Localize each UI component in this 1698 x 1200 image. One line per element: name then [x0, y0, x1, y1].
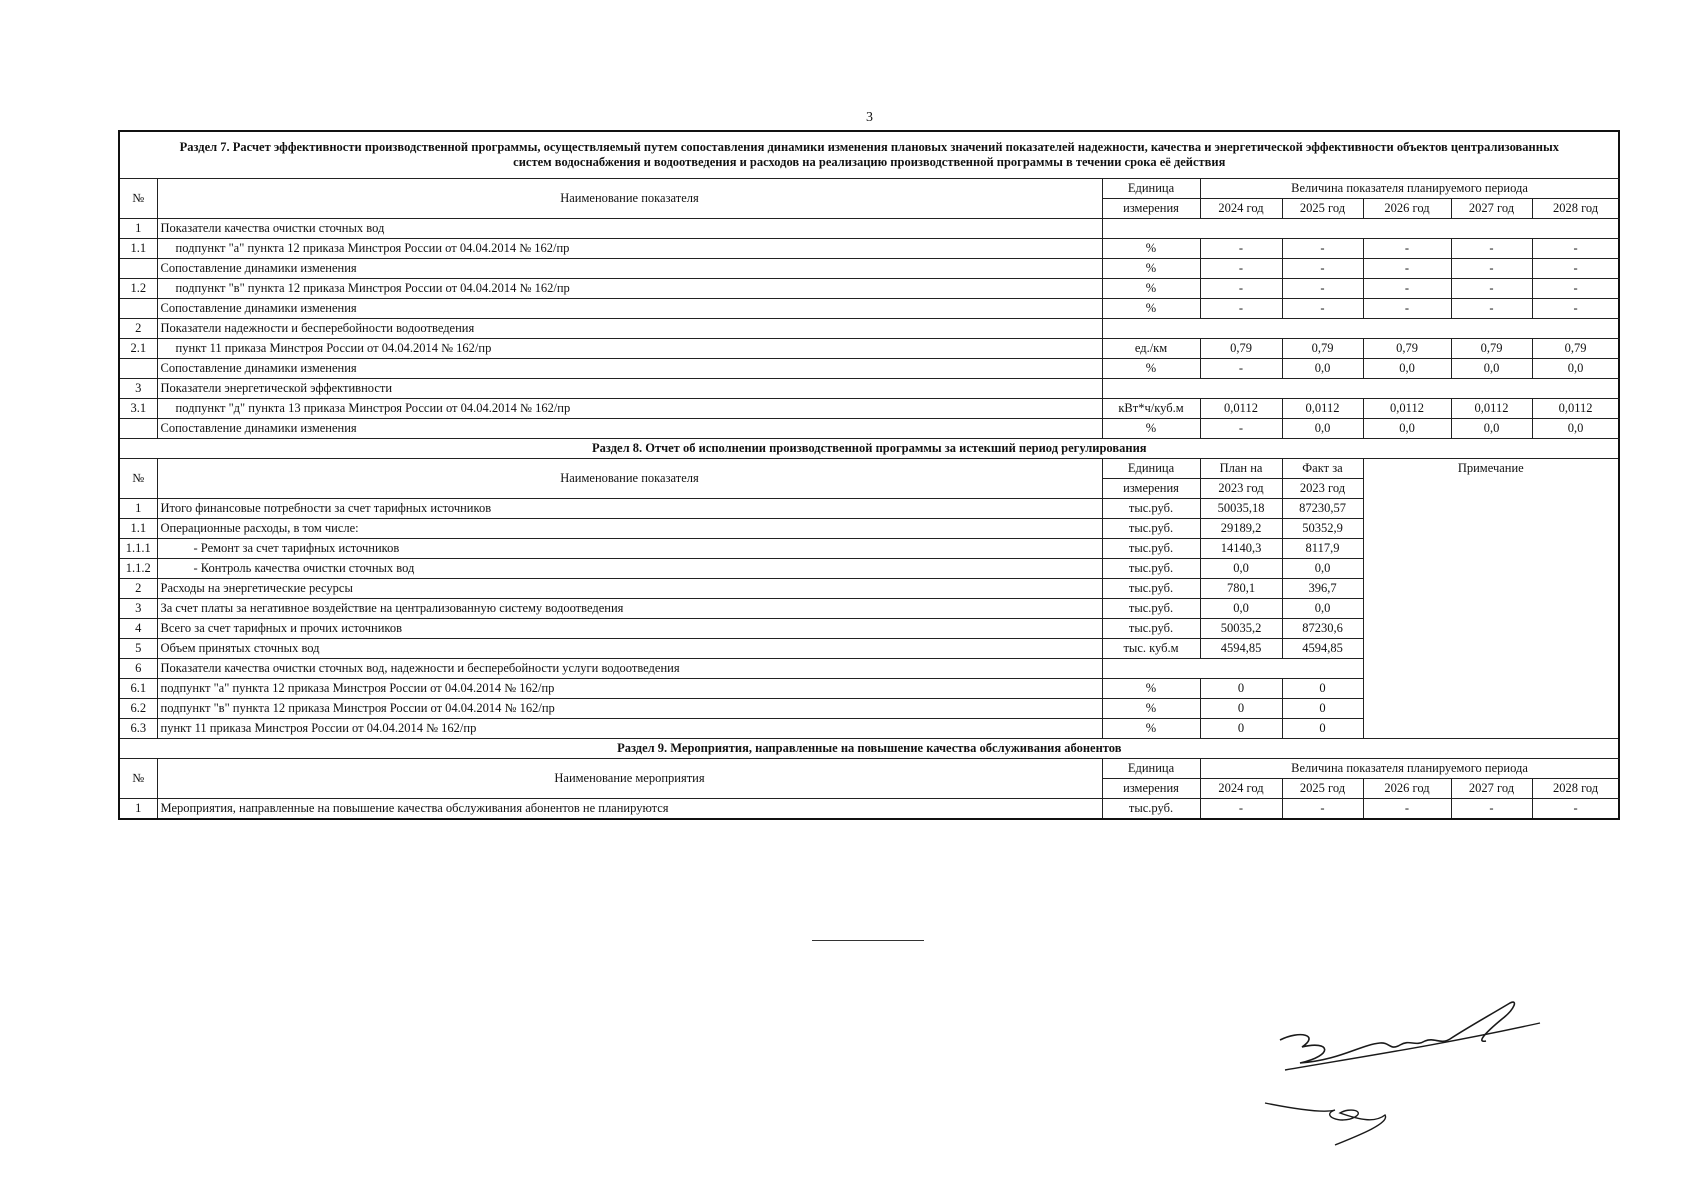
row-value: - [1451, 279, 1532, 299]
col-num-header: № [119, 459, 157, 499]
row-number: 1.1 [119, 239, 157, 259]
document-body [118, 130, 1618, 820]
table-row [119, 239, 1619, 259]
row-name: пункт 11 приказа Минстроя России от 04.04.2014 № 162/пр [157, 339, 1102, 359]
col-unit-header-bottom: измерения [1102, 779, 1200, 799]
row-value: 0,0 [1282, 419, 1363, 439]
col-fact-header-top: Факт за [1282, 459, 1363, 479]
report-table [118, 130, 1620, 820]
page-number: 3 [866, 110, 873, 125]
row-name: Итого финансовые потребности за счет тарифных источников [157, 499, 1102, 519]
row-number: 2.1 [119, 339, 157, 359]
col-unit-header-top: Единица [1102, 759, 1200, 779]
row-unit: % [1102, 699, 1200, 719]
row-value: - [1451, 259, 1532, 279]
row-value: 0,0112 [1200, 399, 1282, 419]
row-plan-value: 4594,85 [1200, 639, 1282, 659]
row-value: - [1451, 239, 1532, 259]
row-number [119, 419, 157, 439]
row-value: 0,0112 [1451, 399, 1532, 419]
row-unit: % [1102, 279, 1200, 299]
row-number: 6 [119, 659, 157, 679]
row-name: Операционные расходы, в том числе: [157, 519, 1102, 539]
table-row [119, 799, 1619, 820]
row-number: 6.2 [119, 699, 157, 719]
row-value: - [1200, 259, 1282, 279]
row-name: подпункт "а" пункта 12 приказа Минстроя России от 04.04.2014 № 162/пр [157, 679, 1102, 699]
row-value: - [1451, 799, 1532, 820]
row-value: 0,0 [1532, 419, 1619, 439]
row-name: Показатели надежности и бесперебойности водоотведения [157, 319, 1102, 339]
section9-header-row-1 [119, 759, 1619, 779]
table-row [119, 359, 1619, 379]
table-row [119, 219, 1619, 239]
row-number: 1.1.1 [119, 539, 157, 559]
section7-title-row [119, 131, 1619, 179]
row-empty [1102, 379, 1619, 399]
col-fact-header-bottom: 2023 год [1282, 479, 1363, 499]
row-plan-value: 0 [1200, 699, 1282, 719]
col-year-header: 2027 год [1451, 779, 1532, 799]
row-unit: тыс.руб. [1102, 599, 1200, 619]
row-empty [1102, 659, 1363, 679]
section9-title-row [119, 739, 1619, 759]
table-row [119, 259, 1619, 279]
row-name: подпункт "а" пункта 12 приказа Минстроя России от 04.04.2014 № 162/пр [157, 239, 1102, 259]
row-value: - [1282, 299, 1363, 319]
row-fact-value: 8117,9 [1282, 539, 1363, 559]
row-plan-value: 50035,18 [1200, 499, 1282, 519]
signature-stroke [1280, 1002, 1514, 1063]
row-plan-value: 780,1 [1200, 579, 1282, 599]
row-number: 1.1.2 [119, 559, 157, 579]
row-name: Сопоставление динамики изменения [157, 419, 1102, 439]
row-unit: тыс.руб. [1102, 519, 1200, 539]
row-value: 0,0 [1532, 359, 1619, 379]
row-fact-value: 0,0 [1282, 559, 1363, 579]
row-name: - Ремонт за счет тарифных источников [157, 539, 1102, 559]
row-value: - [1282, 239, 1363, 259]
row-unit: кВт*ч/куб.м [1102, 399, 1200, 419]
row-unit: ед./км [1102, 339, 1200, 359]
row-name: Сопоставление динамики изменения [157, 359, 1102, 379]
row-number: 3 [119, 599, 157, 619]
section8-title-row [119, 439, 1619, 459]
row-value: 0,0 [1282, 359, 1363, 379]
row-value: - [1282, 279, 1363, 299]
row-name: подпункт "д" пункта 13 приказа Минстроя России от 04.04.2014 № 162/пр [157, 399, 1102, 419]
row-fact-value: 0 [1282, 699, 1363, 719]
row-unit: тыс.руб. [1102, 799, 1200, 820]
row-value: - [1451, 299, 1532, 319]
col-num-header: № [119, 759, 157, 799]
row-name: Расходы на энергетические ресурсы [157, 579, 1102, 599]
row-number: 1 [119, 799, 157, 820]
row-number: 5 [119, 639, 157, 659]
table-row [119, 339, 1619, 359]
col-plan-header-top: План на [1200, 459, 1282, 479]
row-name: Показатели качества очистки сточных вод [157, 219, 1102, 239]
table-row [119, 299, 1619, 319]
row-number: 6.1 [119, 679, 157, 699]
col-plan-header-bottom: 2023 год [1200, 479, 1282, 499]
table-row [119, 319, 1619, 339]
row-plan-value: 29189,2 [1200, 519, 1282, 539]
row-value: - [1200, 279, 1282, 299]
row-value: - [1200, 359, 1282, 379]
row-value: 0,0 [1363, 419, 1451, 439]
report-table-body [119, 131, 1619, 819]
row-unit: % [1102, 419, 1200, 439]
row-plan-value: 14140,3 [1200, 539, 1282, 559]
col-year-header: 2024 год [1200, 199, 1282, 219]
row-name: За счет платы за негативное воздействие на централизованную систему водоотведения [157, 599, 1102, 619]
row-fact-value: 4594,85 [1282, 639, 1363, 659]
row-name: Всего за счет тарифных и прочих источников [157, 619, 1102, 639]
row-fact-value: 396,7 [1282, 579, 1363, 599]
row-plan-value: 0 [1200, 679, 1282, 699]
row-plan-value: 0,0 [1200, 559, 1282, 579]
row-number: 1.2 [119, 279, 157, 299]
row-value: 0,0 [1363, 359, 1451, 379]
table-row [119, 279, 1619, 299]
section7-title: Раздел 7. Расчет эффективности производственной программы, осуществляемый путем сопоставления динамики изменения плановых значений показателей надежности, качества и энергетической эффективности объектов централизованных систем водоснабжения и водоотведения и расходов на реализацию производственной программы в течении срока её действия [119, 131, 1619, 179]
section9-title: Раздел 9. Мероприятия, направленные на повышение качества обслуживания абонентов [119, 739, 1619, 759]
row-fact-value: 0 [1282, 679, 1363, 699]
col-num-header: № [119, 179, 157, 219]
col-name-header: Наименование показателя [157, 459, 1102, 499]
col-unit-header-bottom: измерения [1102, 199, 1200, 219]
row-value: 0,0 [1451, 419, 1532, 439]
row-number: 1 [119, 219, 157, 239]
row-number: 3.1 [119, 399, 157, 419]
section7-header-row-1 [119, 179, 1619, 199]
col-period-header: Величина показателя планируемого периода [1200, 179, 1619, 199]
row-name: Показатели качества очистки сточных вод, надежности и бесперебойности услуги водоотведения [157, 659, 1102, 679]
row-value: - [1363, 299, 1451, 319]
row-value: - [1363, 279, 1451, 299]
row-value: - [1200, 239, 1282, 259]
col-year-header: 2027 год [1451, 199, 1532, 219]
row-value: 0,79 [1282, 339, 1363, 359]
row-value: 0,79 [1200, 339, 1282, 359]
row-unit: тыс.руб. [1102, 539, 1200, 559]
row-number: 2 [119, 579, 157, 599]
row-unit: тыс.руб. [1102, 499, 1200, 519]
row-name: Показатели энергетической эффективности [157, 379, 1102, 399]
row-value: - [1532, 239, 1619, 259]
row-unit: тыс.руб. [1102, 619, 1200, 639]
row-name: пункт 11 приказа Минстроя России от 04.04.2014 № 162/пр [157, 719, 1102, 739]
col-year-header: 2026 год [1363, 779, 1451, 799]
row-name: Мероприятия, направленные на повышение качества обслуживания абонентов не планируются [157, 799, 1102, 820]
row-plan-value: 50035,2 [1200, 619, 1282, 639]
row-name: Сопоставление динамики изменения [157, 299, 1102, 319]
row-value: - [1532, 299, 1619, 319]
row-number: 3 [119, 379, 157, 399]
row-fact-value: 0 [1282, 719, 1363, 739]
row-name: Объем принятых сточных вод [157, 639, 1102, 659]
row-value: 0,0 [1451, 359, 1532, 379]
row-empty [1102, 219, 1619, 239]
row-unit: % [1102, 679, 1200, 699]
row-value: - [1363, 259, 1451, 279]
col-year-header: 2025 год [1282, 779, 1363, 799]
row-name: подпункт "в" пункта 12 приказа Минстроя России от 04.04.2014 № 162/пр [157, 279, 1102, 299]
row-value: 0,79 [1363, 339, 1451, 359]
row-value: 0,0112 [1363, 399, 1451, 419]
col-name-header: Наименование мероприятия [157, 759, 1102, 799]
row-value: 0,79 [1532, 339, 1619, 359]
col-unit-header-top: Единица [1102, 179, 1200, 199]
row-number: 2 [119, 319, 157, 339]
row-value: - [1200, 419, 1282, 439]
row-number: 6.3 [119, 719, 157, 739]
row-value: - [1532, 799, 1619, 820]
row-unit: тыс.руб. [1102, 579, 1200, 599]
col-year-header: 2024 год [1200, 779, 1282, 799]
col-year-header: 2026 год [1363, 199, 1451, 219]
row-unit: % [1102, 259, 1200, 279]
row-number [119, 299, 157, 319]
closing-divider [812, 940, 924, 941]
table-row [119, 379, 1619, 399]
col-year-header: 2025 год [1282, 199, 1363, 219]
col-name-header: Наименование показателя [157, 179, 1102, 219]
row-name: - Контроль качества очистки сточных вод [157, 559, 1102, 579]
col-year-header: 2028 год [1532, 779, 1619, 799]
section8-title: Раздел 8. Отчет об исполнении производственной программы за истекший период регулирования [119, 439, 1619, 459]
row-name: Сопоставление динамики изменения [157, 259, 1102, 279]
row-value: - [1282, 259, 1363, 279]
signature-stroke-2 [1265, 1103, 1386, 1145]
row-number: 4 [119, 619, 157, 639]
table-row [119, 419, 1619, 439]
col-note-header: Примечание [1363, 459, 1619, 739]
row-empty [1102, 319, 1619, 339]
row-plan-value: 0 [1200, 719, 1282, 739]
table-row [119, 399, 1619, 419]
row-fact-value: 0,0 [1282, 599, 1363, 619]
row-value: - [1532, 259, 1619, 279]
col-unit-header-top: Единица [1102, 459, 1200, 479]
row-value: - [1200, 799, 1282, 820]
row-unit: тыс. куб.м [1102, 639, 1200, 659]
row-unit: % [1102, 299, 1200, 319]
row-number: 1.1 [119, 519, 157, 539]
col-period-header: Величина показателя планируемого периода [1200, 759, 1619, 779]
row-value: - [1363, 239, 1451, 259]
row-value: - [1282, 799, 1363, 820]
signature-image [1240, 985, 1640, 1165]
row-number: 1 [119, 499, 157, 519]
row-value: - [1532, 279, 1619, 299]
row-fact-value: 50352,9 [1282, 519, 1363, 539]
row-unit: тыс.руб. [1102, 559, 1200, 579]
col-year-header: 2028 год [1532, 199, 1619, 219]
row-value: 0,79 [1451, 339, 1532, 359]
row-unit: % [1102, 719, 1200, 739]
row-value: 0,0112 [1532, 399, 1619, 419]
row-unit: % [1102, 359, 1200, 379]
col-unit-header-bottom: измерения [1102, 479, 1200, 499]
row-unit: % [1102, 239, 1200, 259]
row-name: подпункт "в" пункта 12 приказа Минстроя России от 04.04.2014 № 162/пр [157, 699, 1102, 719]
row-plan-value: 0,0 [1200, 599, 1282, 619]
section8-header-row-1 [119, 459, 1619, 479]
row-number [119, 259, 157, 279]
row-value: - [1363, 799, 1451, 820]
row-value: 0,0112 [1282, 399, 1363, 419]
row-value: - [1200, 299, 1282, 319]
row-fact-value: 87230,6 [1282, 619, 1363, 639]
row-fact-value: 87230,57 [1282, 499, 1363, 519]
row-number [119, 359, 157, 379]
